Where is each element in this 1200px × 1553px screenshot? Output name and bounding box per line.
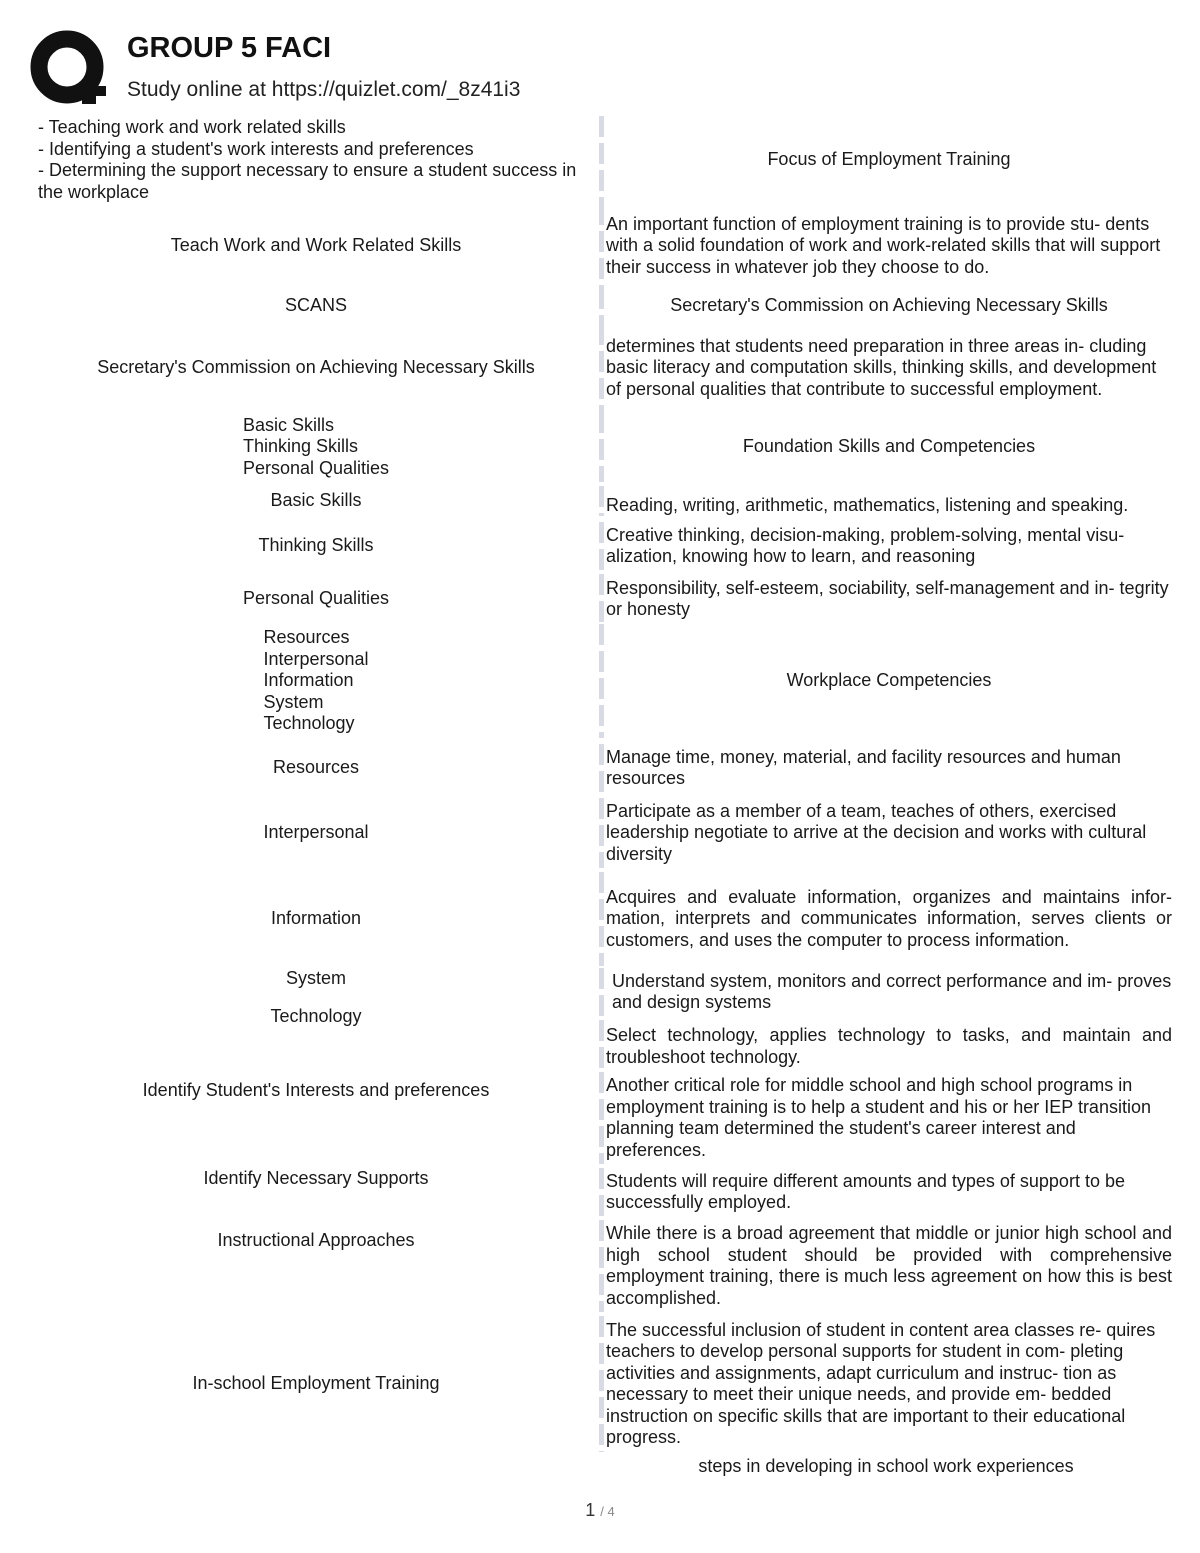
card-divider	[599, 204, 604, 288]
card-row	[36, 1072, 1176, 1164]
card-definition: While there is a broad agreement that middle or junior high school and high school student should be provided with comprehensive employment training, there is much less agreement on how this is best accomplished.	[606, 1223, 1172, 1308]
card-row	[36, 522, 1176, 570]
next-card-term: steps in developing in school work experiences	[698, 1456, 1074, 1476]
card-divider	[599, 798, 604, 868]
card-row	[36, 872, 1176, 966]
card-row	[36, 204, 1176, 288]
set-title: GROUP 5 FACI	[127, 32, 332, 64]
card-term: Identify Necessary Supports	[203, 1168, 429, 1188]
card-row	[36, 574, 1176, 624]
card-row	[36, 744, 1176, 792]
card-term: Resources Interpersonal Information System Technology	[263, 627, 369, 734]
card-divider	[599, 324, 604, 412]
card-term: Information	[270, 908, 362, 929]
card-term: Basic Skills	[270, 490, 362, 511]
card-term: Personal Qualities	[242, 588, 390, 609]
card-divider	[599, 486, 604, 516]
card-term: Basic Skills Thinking Skills Personal Qualities	[242, 414, 390, 478]
card-term: Resources	[272, 757, 360, 778]
card-definition: Creative thinking, decision-making, problem-solving, mental visu- alization, knowing how to learn, and reasoning	[606, 524, 1125, 566]
card-row	[36, 798, 1176, 868]
card-definition: Manage time, money, material, and facility resources and human resources	[606, 746, 1121, 788]
card-row	[36, 116, 1176, 204]
card-term: SCANS	[284, 295, 347, 316]
card-term: System	[285, 968, 346, 988]
card-divider	[599, 624, 604, 738]
page-total: / 4	[600, 1504, 615, 1519]
card-divider	[599, 1316, 604, 1452]
page-header	[30, 28, 1170, 108]
card-divider	[599, 1168, 604, 1216]
card-definition: Students will require different amounts and types of support to be successfully employed.	[606, 1170, 1125, 1212]
card-divider	[599, 1072, 604, 1164]
card-definition: Workplace Competencies	[786, 670, 992, 691]
card-definition: Secretary's Commission on Achieving Necessary Skills	[670, 295, 1108, 316]
card-definition: The successful inclusion of student in content area classes re- quires teachers to develop personal supports for student in com- pleting activities and assignments, adapt curriculum and instruc- tion as necessary to meet their unique needs, and provide em- bedded instruction on specific skills that are important to their educational progress.	[606, 1319, 1156, 1447]
card-definition: Focus of Employment Training	[767, 149, 1011, 170]
card-row	[36, 412, 1176, 482]
card-divider	[599, 872, 604, 966]
card-term: Interpersonal	[263, 822, 369, 843]
card-term: Secretary's Commission on Achieving Necessary Skills	[97, 357, 535, 378]
card-divider	[599, 288, 604, 324]
card-row	[36, 486, 1176, 516]
card-row	[36, 324, 1176, 412]
card-definition: determines that students need preparation in three areas in- cluding basic literacy and computation skills, thinking skills, and development of personal qualities that contribute to successful employment.	[606, 335, 1157, 399]
card-divider	[599, 1220, 604, 1312]
card-definition: Another critical role for middle school and high school programs in employment training is to help a student and his or her IEP transition planning team determined the student's career interest and preferences.	[606, 1075, 1151, 1160]
card-divider	[599, 412, 604, 482]
card-row	[36, 1168, 1176, 1216]
card-definition: Acquires and evaluate information, organizes and maintains infor- mation, interprets and communicates information, serves clients or customers, and uses the computer to process information.	[606, 886, 1172, 950]
card-divider	[599, 744, 604, 792]
card-term: Instructional Approaches	[217, 1230, 415, 1250]
card-definition: Understand system, monitors and correct performance and im- proves and design systems	[612, 970, 1172, 1012]
card-term: In-school Employment Training	[192, 1373, 440, 1394]
card-divider	[599, 522, 604, 570]
card-definition: An important function of employment training is to provide stu- dents with a solid foundation of work and work-related skills that will support their success in whatever job they choose to do.	[606, 213, 1161, 277]
card-divider	[599, 116, 604, 204]
card-row	[36, 1316, 1176, 1452]
card-definition: Reading, writing, arithmetic, mathematics, listening and speaking.	[606, 494, 1129, 515]
study-online-link[interactable]: Study online at https://quizlet.com/_8z41i3	[127, 78, 521, 101]
card-row	[36, 288, 1176, 324]
card-term: Identify Student's Interests and preferences	[142, 1080, 490, 1100]
card-divider	[599, 574, 604, 624]
card-row	[36, 624, 1176, 738]
card-row	[36, 1006, 1176, 1068]
card-definition: Participate as a member of a team, teaches of others, exercised leadership negotiate to arrive at the decision and works with cultural diversity	[606, 800, 1147, 864]
page-indicator	[0, 1500, 1200, 1521]
card-definition: Foundation Skills and Competencies	[742, 436, 1036, 457]
card-term: Technology	[270, 1006, 362, 1026]
card-term: - Teaching work and work related skills - Identifying a student's work interests and preferences - Determining the support necessary to ensure a student success in the workplace	[38, 117, 577, 202]
card-term: Teach Work and Work Related Skills	[170, 235, 462, 256]
card-row	[36, 1220, 1176, 1312]
card-definition: Select technology, applies technology to tasks, and maintain and troubleshoot technology.	[606, 1025, 1172, 1067]
card-divider	[599, 1020, 604, 1068]
page-current: 1	[585, 1500, 596, 1520]
card-definition: Responsibility, self-esteem, sociability, self-management and in- tegrity or honesty	[606, 577, 1169, 619]
card-term: Thinking Skills	[258, 535, 374, 556]
quizlet-logo-icon	[30, 30, 108, 108]
